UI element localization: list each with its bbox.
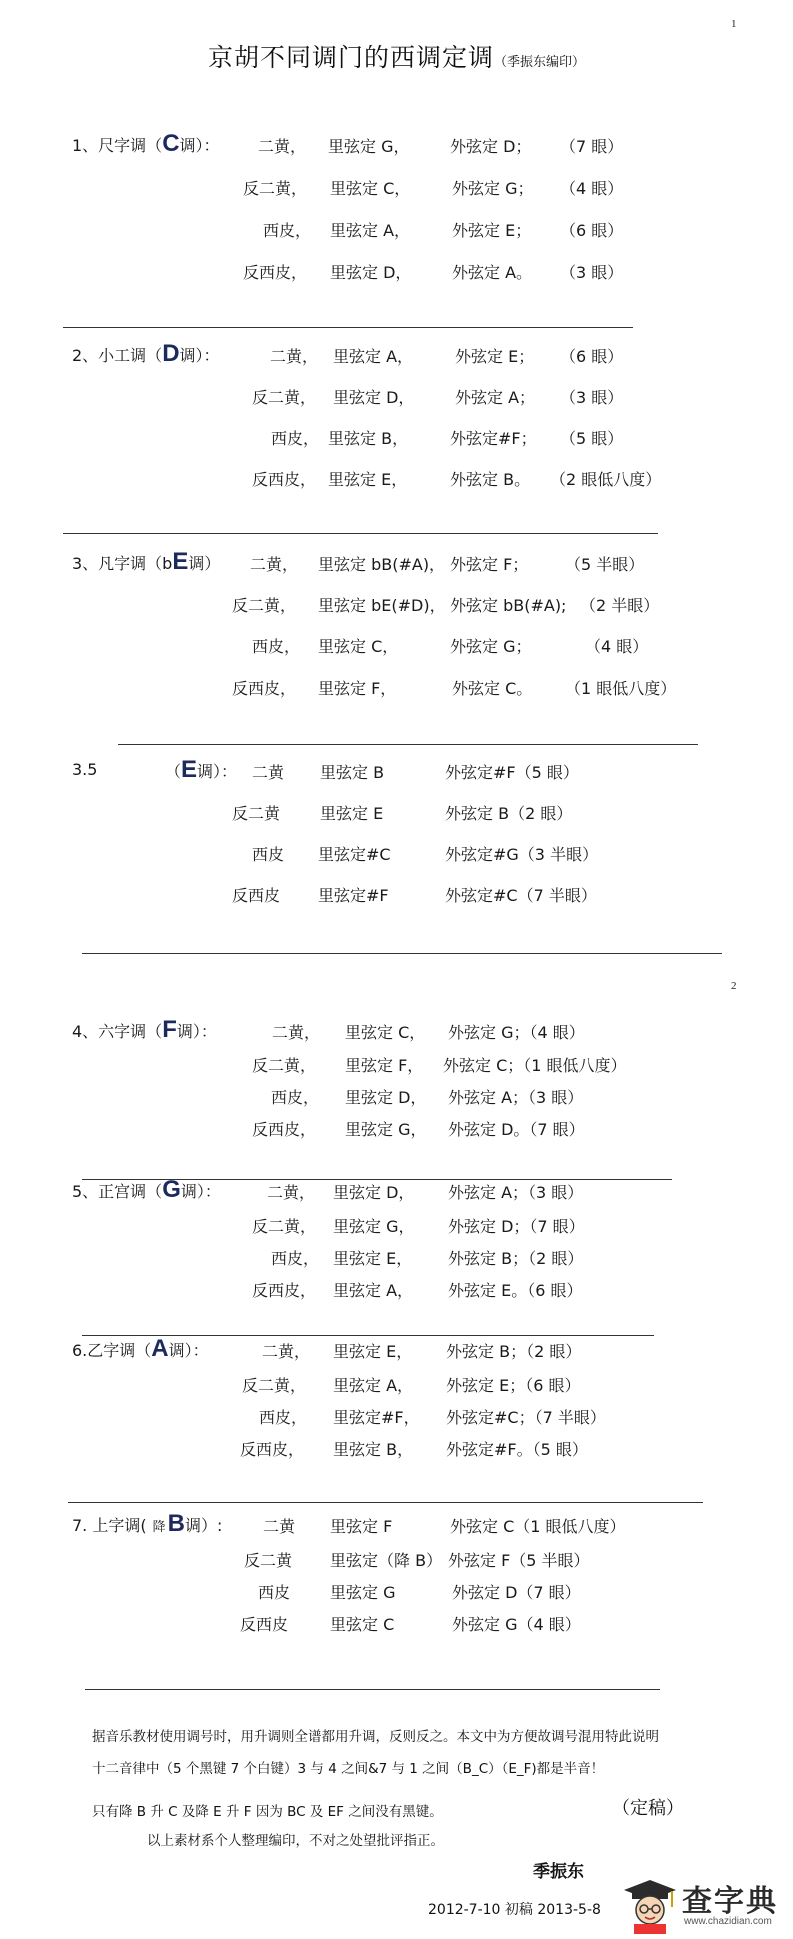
mode-name: 反西皮 [240, 1615, 289, 1634]
eye-position: （3 眼） [560, 388, 624, 407]
section-4-heading [72, 1016, 217, 1044]
draft-dates: 2012-7-10 初稿 2013-5-8 [428, 1902, 601, 1918]
mode-name: 反西皮， [252, 1120, 317, 1139]
eye-position: （5 眼） [560, 429, 624, 448]
section-label-suffix: 调）： [179, 346, 220, 365]
section-7-heading [72, 1510, 222, 1538]
outer-string: 外弦定 G（4 眼） [452, 1615, 581, 1634]
inner-string: 里弦定 D， [345, 1088, 427, 1107]
outer-string: 外弦定#F。（5 眼） [446, 1440, 588, 1459]
outer-string: 外弦定 C。 [452, 679, 533, 698]
inner-string: 里弦定 B， [333, 1440, 414, 1459]
inner-string: 里弦定 A， [330, 221, 411, 240]
page-number-2: 2 [731, 980, 737, 992]
section-label-suffix: 调） [188, 554, 221, 573]
inner-string: 里弦定 B [320, 763, 385, 782]
eye-position: （2 半眼） [580, 596, 660, 615]
section-3-5-heading [165, 756, 237, 784]
mode-name: 西皮， [271, 1249, 320, 1268]
mode-name: 西皮， [252, 637, 301, 656]
inner-string: 里弦定（降 B） [330, 1551, 443, 1570]
inner-string: 里弦定 F [330, 1517, 393, 1536]
mode-name: 二黄， [250, 555, 299, 574]
section-label-prefix: 2、小工调（ [72, 346, 163, 365]
outer-string: 外弦定 A。 [452, 263, 533, 282]
eye-position: （7 眼） [560, 137, 624, 156]
mode-name: 西皮， [271, 1088, 320, 1107]
outer-string: 外弦定 A；（3 眼） [448, 1088, 584, 1107]
inner-string: 里弦定#C [318, 845, 391, 864]
outer-string: 外弦定 F； [450, 555, 529, 574]
inner-string: 里弦定#F [318, 886, 389, 905]
mode-name: 西皮， [259, 1408, 308, 1427]
section-label-prefix: 7. 上字调( [72, 1516, 147, 1535]
mode-name: 二黄， [262, 1342, 311, 1361]
outer-string: 外弦定#G（3 半眼） [445, 845, 599, 864]
inner-string: 里弦定 E， [333, 1249, 413, 1268]
note-line-1: 据音乐教材使用调号时，用升调则全谱都用升调，反则反之。本文中为方便故调号混用特此说明 [92, 1729, 659, 1745]
inner-string: 里弦定 G， [328, 137, 410, 156]
outer-string: 外弦定 D；（7 眼） [448, 1217, 585, 1236]
section-3-heading [72, 548, 220, 576]
section-label-suffix: 调）： [179, 136, 220, 155]
inner-string: 里弦定 bE(#D)， [318, 596, 446, 615]
inner-string: 里弦定 C， [330, 179, 411, 198]
outer-string: 外弦定 A；（3 眼） [448, 1183, 584, 1202]
mode-name: 二黄， [270, 347, 319, 366]
outer-string: 外弦定 A； [455, 388, 536, 407]
inner-string: 里弦定 E [320, 804, 384, 823]
outer-string: 外弦定 B（2 眼） [445, 804, 573, 823]
mode-name: 西皮， [271, 429, 320, 448]
section-label-prefix: （ [165, 762, 182, 781]
watermark-url: www.chazidian.com [684, 1916, 772, 1927]
section-label-suffix: 调）： [180, 1182, 221, 1201]
outer-string: 外弦定 C；（1 眼低八度） [443, 1056, 627, 1075]
flat-symbol: 降 [152, 1520, 166, 1535]
mode-name: 反二黄， [252, 1056, 317, 1075]
key-letter: C [162, 130, 180, 157]
section-2-heading [72, 340, 220, 368]
mode-name: 反西皮， [252, 1281, 317, 1300]
inner-string: 里弦定 F， [345, 1056, 424, 1075]
inner-string: 里弦定 D， [333, 388, 415, 407]
watermark-name: 查字典 [682, 1884, 778, 1919]
mode-name: 反西皮， [243, 263, 308, 282]
outer-string: 外弦定 F（5 半眼） [448, 1551, 590, 1570]
inner-string: 里弦定 D， [330, 263, 412, 282]
divider [118, 744, 698, 745]
mode-name: 反二黄， [243, 179, 308, 198]
page-number-1: 1 [731, 18, 737, 30]
inner-string: 里弦定 A， [333, 1376, 414, 1395]
mode-name: 西皮 [258, 1583, 291, 1602]
inner-string: 里弦定 C [330, 1615, 395, 1634]
section-label-suffix: 调）: [184, 1516, 223, 1535]
key-letter: E [172, 548, 189, 575]
outer-string: 外弦定#C（7 半眼） [445, 886, 597, 905]
section-label-prefix: 4、六字调（ [72, 1022, 163, 1041]
outer-string: 外弦定 bB(#A); [450, 596, 567, 615]
mode-name: 二黄 [252, 763, 285, 782]
outer-string: 外弦定#F； [450, 429, 537, 448]
mode-name: 二黄， [267, 1183, 316, 1202]
outer-string: 外弦定 B。 [450, 470, 531, 489]
section-label-prefix: 6.乙字调（ [72, 1341, 152, 1360]
mode-name: 二黄， [258, 137, 307, 156]
inner-string: 里弦定 F， [318, 679, 397, 698]
divider [63, 533, 658, 534]
section-label-suffix: 调）： [176, 1022, 217, 1041]
title-author-note: （季振东编印） [494, 55, 586, 70]
inner-string: 里弦定 C， [318, 637, 399, 656]
outer-string: 外弦定 G； [450, 637, 532, 656]
outer-string: 外弦定 E； [455, 347, 535, 366]
inner-string: 里弦定 G， [333, 1217, 415, 1236]
outer-string: 外弦定 E； [452, 221, 532, 240]
eye-position: （4 眼） [585, 637, 649, 656]
outer-string: 外弦定#F（5 眼） [445, 763, 579, 782]
key-letter: B [167, 1510, 185, 1537]
eye-position: （4 眼） [560, 179, 624, 198]
section-3-5-number: 3.5 [72, 760, 98, 779]
mode-name: 反二黄 [232, 804, 281, 823]
inner-string: 里弦定 C， [345, 1023, 426, 1042]
mode-name: 反二黄， [232, 596, 297, 615]
inner-string: 里弦定 B， [328, 429, 409, 448]
eye-position: （6 眼） [560, 221, 624, 240]
section-5-heading [72, 1176, 221, 1204]
mode-name: 反二黄， [242, 1376, 307, 1395]
key-letter: A [151, 1335, 169, 1362]
outer-string: 外弦定 G；（4 眼） [448, 1023, 585, 1042]
eye-position: （6 眼） [560, 347, 624, 366]
outer-string: 外弦定 D（7 眼） [452, 1583, 581, 1602]
mode-name: 反西皮， [240, 1440, 305, 1459]
divider [68, 1502, 703, 1503]
note-line-3: 只有降 B 升 C 及降 E 升 F 因为 BC 及 EF 之间没有黑键。 [92, 1804, 443, 1820]
key-letter: E [181, 756, 198, 783]
outer-string: 外弦定 E。（6 眼） [448, 1281, 583, 1300]
outer-string: 外弦定 E；（6 眼） [446, 1376, 581, 1395]
mode-name: 反二黄 [244, 1551, 293, 1570]
outer-string: 外弦定 B；（2 眼） [446, 1342, 582, 1361]
final-draft-label: （定稿） [612, 1798, 684, 1819]
note-line-2: 十二音律中（5 个黑键 7 个白键）3 与 4 之间&7 与 1 之间（B_C）（E_F)都是半音！ [92, 1761, 605, 1777]
note-line-4: 以上素材系个人整理编印，不对之处望批评指正。 [147, 1833, 444, 1849]
mode-name: 二黄 [263, 1517, 296, 1536]
section-6-heading [72, 1335, 209, 1363]
page-title [0, 38, 793, 74]
inner-string: 里弦定 E， [333, 1342, 413, 1361]
section-label-prefix: 1、尺字调（ [72, 136, 163, 155]
mode-name: 西皮， [263, 221, 312, 240]
inner-string: 里弦定 G [330, 1583, 396, 1602]
mode-name: 反二黄， [252, 388, 317, 407]
mode-name: 西皮 [252, 845, 285, 864]
inner-string: 里弦定 D， [333, 1183, 415, 1202]
inner-string: 里弦定 A， [333, 347, 414, 366]
inner-string: 里弦定 bB(#A)， [318, 555, 446, 574]
outer-string: 外弦定 D。（7 眼） [448, 1120, 585, 1139]
divider [63, 327, 633, 328]
outer-string: 外弦定#C；（7 半眼） [446, 1408, 606, 1427]
section-label-suffix: 调）： [168, 1341, 209, 1360]
key-letter: G [162, 1176, 181, 1203]
mode-name: 反西皮， [252, 470, 317, 489]
outer-string: 外弦定 G； [452, 179, 534, 198]
inner-string: 里弦定 G， [345, 1120, 427, 1139]
section-label-suffix: 调）： [197, 762, 238, 781]
outer-string: 外弦定 C（1 眼低八度） [450, 1517, 626, 1536]
title-main: 京胡不同调门的西调定调 [207, 43, 494, 72]
inner-string: 里弦定#F， [333, 1408, 420, 1427]
eye-position: （5 半眼） [565, 555, 645, 574]
inner-string: 里弦定 E， [328, 470, 408, 489]
key-letter: F [162, 1016, 177, 1043]
author-signature: 季振东 [533, 1862, 584, 1882]
section-label-prefix: 5、正宫调（ [72, 1182, 163, 1201]
divider [85, 1689, 660, 1690]
scholar-avatar-icon [620, 1874, 680, 1934]
key-letter: D [162, 340, 180, 367]
section-label-prefix: 3、凡字调（b [72, 554, 173, 573]
eye-position: （1 眼低八度） [565, 679, 677, 698]
mode-name: 反西皮， [232, 679, 297, 698]
outer-string: 外弦定 B；（2 眼） [448, 1249, 584, 1268]
inner-string: 里弦定 A， [333, 1281, 414, 1300]
mode-name: 二黄， [272, 1023, 321, 1042]
mode-name: 反西皮 [232, 886, 281, 905]
eye-position: （2 眼低八度） [550, 470, 662, 489]
eye-position: （3 眼） [560, 263, 624, 282]
section-1-heading [72, 130, 220, 158]
watermark-logo [620, 1874, 790, 1936]
outer-string: 外弦定 D； [450, 137, 532, 156]
page-break-line [82, 953, 722, 954]
mode-name: 反二黄， [252, 1217, 317, 1236]
